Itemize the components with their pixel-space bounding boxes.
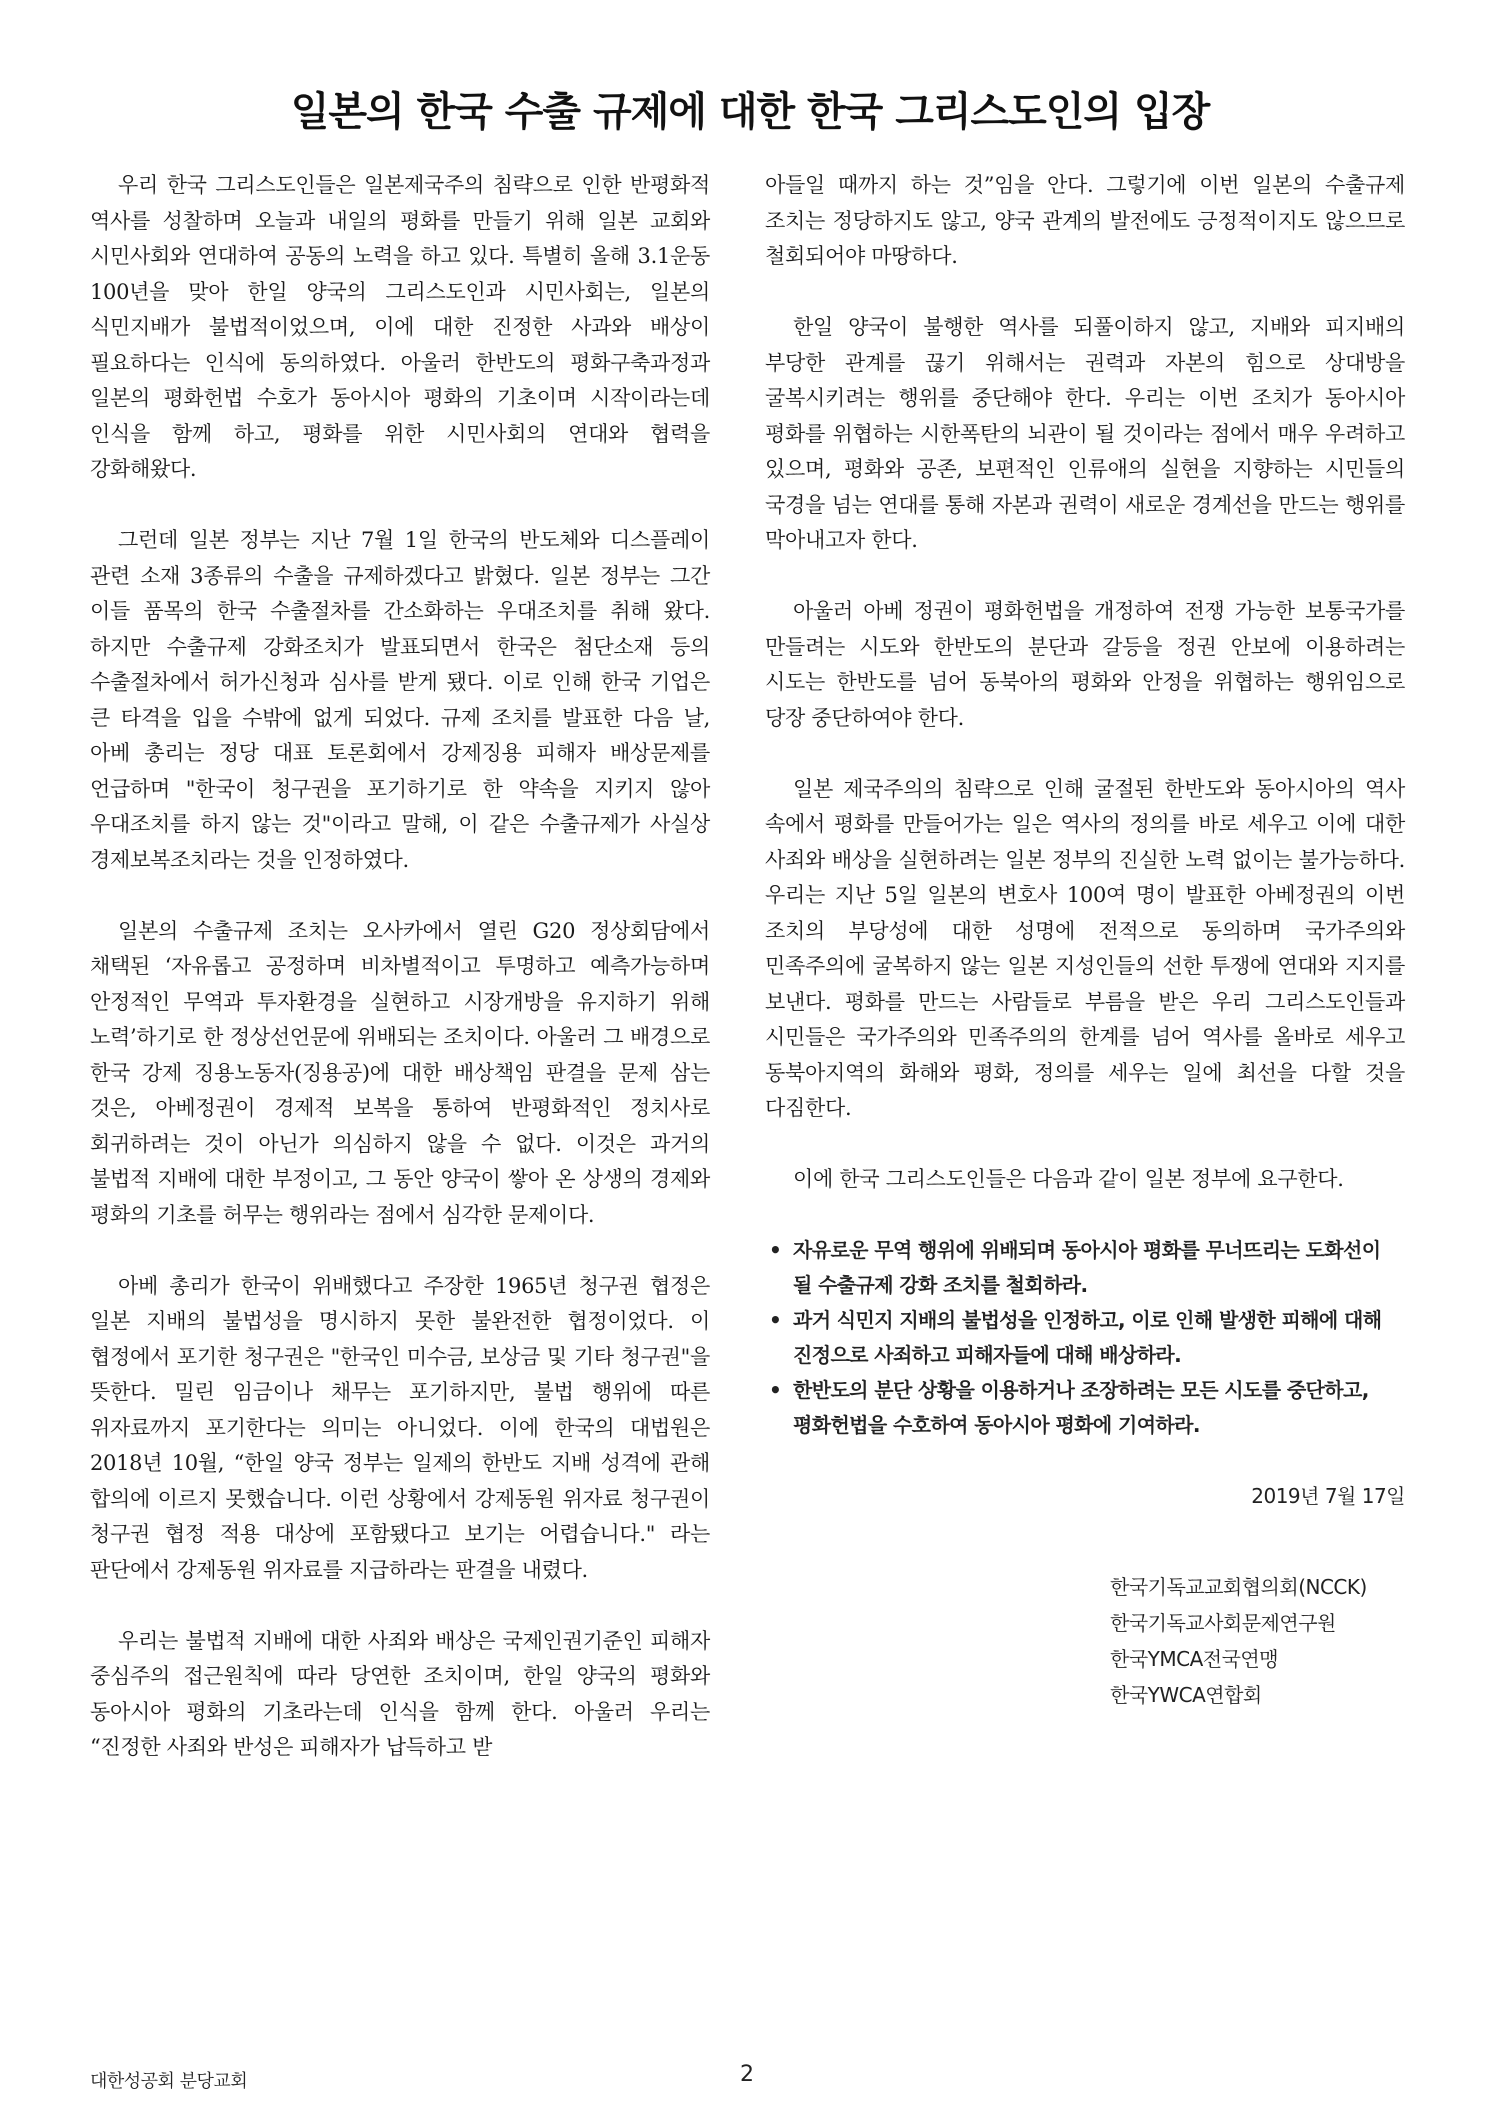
page-number: 2 <box>740 2062 754 2087</box>
bullet-icon: • <box>769 1238 782 1262</box>
statement-date: 2019년 7월 17일 <box>1251 1484 1405 1508</box>
demand-item <box>765 1303 1405 1373</box>
demands-list <box>765 1233 1405 1443</box>
organization-name: 한국기독교사회문제연구원 <box>1110 1611 1336 1635</box>
paragraph-continued: 아들일 때까지 하는 것”임을 안다. 그렇기에 이번 일본의 수출규제 조치는 정당하지도 않고, 양국 관계의 발전에도 긍정적이지도 않으므로 철회되어야 마땅하다. <box>765 173 1405 268</box>
organization-name: 한국YWCA연합회 <box>1110 1683 1262 1707</box>
paragraph: 아베 총리가 한국이 위배했다고 주장한 1965년 청구권 협정은 일본 지배의 불법성을 명시하지 못한 불완전한 협정이었다. 이 협정에서 포기한 청구권은 "한국인 미수금, 보상금 및 기타 청구권"을 뜻한다. 밀린 임금이나 채무는 포기하지만, 불법 행위에 따른 위자료까지 포기한다는 의미는 아니었다. 이에 한국의 대법원은 2018년 10월, “한일 양국 정부는 일제의 한반도 지배 성격에 관해 합의에 이르지 못했습니다. 이런 상황에서 강제동원 위자료 청구권이 청구권 협정 적용 대상에 포함됐다고 보기는 어렵습니다." 라는 판단에서 강제동원 위자료를 지급하라는 판결을 내렸다. <box>90 1273 710 1582</box>
paragraph: 한일 양국이 불행한 역사를 되풀이하지 않고, 지배와 피지배의 부당한 관계를 끊기 위해서는 권력과 자본의 힘으로 상대방을 굴복시키려는 행위를 중단해야 한다. 우리는 이번 조치가 동아시아 평화를 위협하는 시한폭탄의 뇌관이 될 것이라는 점에서 매우 우려하고 있으며, 평화와 공존, 보편적인 인류애의 실현을 지향하는 시민들의 국경을 넘는 연대를 통해 자본과 권력이 새로운 경계선을 만드는 행위를 막아내고자 한다. <box>765 315 1405 552</box>
bullet-icon: • <box>769 1378 782 1402</box>
organization-list <box>765 1569 1405 1713</box>
paragraph: 우리는 불법적 지배에 대한 사죄와 배상은 국제인권기준인 피해자 중심주의 접근원칙에 따라 당연한 조치이며, 한일 양국의 평화와 동아시아 평화의 기초라는데 인식을 함께 한다. 아울러 우리는 “진정한 사죄와 반성은 피해자가 납득하고 받 <box>90 1628 710 1759</box>
paragraph: 이에 한국 그리스도인들은 다음과 같이 일본 정부에 요구한다. <box>793 1167 1344 1191</box>
document-title: 일본의 한국 수출 규제에 대한 한국 그리스도인의 입장 <box>290 89 1210 135</box>
demand-item <box>765 1373 1405 1443</box>
left-column <box>90 168 710 1801</box>
demand-text: 과거 식민지 지배의 불법성을 인정하고, 이로 인해 발생한 피해에 대해 진정으로 사죄하고 피해자들에 대해 배상하라. <box>793 1308 1382 1367</box>
right-column <box>765 168 1405 1713</box>
organization-name: 한국YMCA전국연맹 <box>1110 1647 1279 1671</box>
demand-text: 한반도의 분단 상황을 이용하거나 조장하려는 모든 시도를 중단하고, 평화헌법을 수호하여 동아시아 평화에 기여하라. <box>793 1378 1369 1437</box>
demand-text: 자유로운 무역 행위에 위배되며 동아시아 평화를 무너뜨리는 도화선이 될 수출규제 강화 조치를 철회하라. <box>793 1238 1381 1297</box>
organization-name: 한국기독교교회협의회(NCCK) <box>1110 1575 1367 1599</box>
demand-item <box>765 1233 1405 1303</box>
paragraph: 일본 제국주의의 침략으로 인해 굴절된 한반도와 동아시아의 역사 속에서 평화를 만들어가는 일은 역사의 정의를 바로 세우고 이에 대한 사죄와 배상을 실현하려는 일본 정부의 진실한 노력 없이는 불가능하다. 우리는 지난 5일 일본의 변호사 100여 명이 발표한 아베정권의 이번 조치의 부당성에 대한 성명에 전적으로 동의하며 국가주의와 민족주의에 굴복하지 않는 일본 지성인들의 선한 투쟁에 연대와 지지를 보낸다. 평화를 만드는 사람들로 부름을 받은 우리 그리스도인들과 시민들은 국가주의와 민족주의의 한계를 넘어 역사를 올바로 세우고 동북아지역의 화해와 평화, 정의를 세우는 일에 최선을 다할 것을 다짐한다. <box>765 776 1405 1120</box>
paragraph: 일본의 수출규제 조치는 오사카에서 열린 G20 정상회담에서 채택된 ‘자유롭고 공정하며 비차별적이고 투명하고 예측가능하며 안정적인 무역과 투자환경을 실현하고 시장개방을 유지하기 위해 노력’하기로 한 정상선언문에 위배되는 조치이다. 아울러 그 배경으로 한국 강제 징용노동자(징용공)에 대한 배상책임 판결을 문제 삼는 것은, 아베정권이 경제적 보복을 통하여 반평화적인 정치사로 회귀하려는 것이 아닌가 의심하지 않을 수 없다. 이것은 과거의 불법적 지배에 대한 부정이고, 그 동안 양국이 쌓아 온 상생의 경제와 평화의 기초를 허무는 행위라는 점에서 심각한 문제이다. <box>90 918 710 1227</box>
bullet-icon: • <box>769 1308 782 1332</box>
paragraph: 아울러 아베 정권이 평화헌법을 개정하여 전쟁 가능한 보통국가를 만들려는 시도와 한반도의 분단과 갈등을 정권 안보에 이용하려는 시도는 한반도를 넘어 동북아의 평화와 안정을 위협하는 행위임으로 당장 중단하여야 한다. <box>765 599 1405 730</box>
footer-publisher: 대한성공회 분당교회 <box>90 2071 248 2092</box>
paragraph: 그런데 일본 정부는 지난 7월 1일 한국의 반도체와 디스플레이 관련 소재 3종류의 수출을 규제하겠다고 밝혔다. 일본 정부는 그간 이들 품목의 한국 수출절차를 간소화하는 우대조치를 취해 왔다. 하지만 수출규제 강화조치가 발표되면서 한국은 첨단소재 등의 수출절차에서 허가신청과 심사를 받게 됐다. 이로 인해 한국 기업은 큰 타격을 입을 수밖에 없게 되었다. 규제 조치를 발표한 다음 날, 아베 총리는 정당 대표 토론회에서 강제징용 피해자 배상문제를 언급하며 "한국이 청구권을 포기하기로 한 약속을 지키지 않아 우대조치를 하지 않는 것"이라고 말해, 이 같은 수출규제가 사실상 경제보복조치라는 것을 인정하였다. <box>90 528 710 872</box>
paragraph: 우리 한국 그리스도인들은 일본제국주의 침략으로 인한 반평화적 역사를 성찰하며 오늘과 내일의 평화를 만들기 위해 일본 교회와 시민사회와 연대하여 공동의 노력을 하고 있다. 특별히 올해 3.1운동 100년을 맞아 한일 양국의 그리스도인과 시민사회는, 일본의 식민지배가 불법적이었으며, 이에 대한 진정한 사과와 배상이 필요하다는 인식에 동의하였다. 아울러 한반도의 평화구축과정과 일본의 평화헌법 수호가 동아시아 평화의 기초이며 시작이라는데 인식을 함께 하고, 평화를 위한 시민사회의 연대와 협력을 강화해왔다. <box>90 173 710 481</box>
signature-block <box>765 1479 1405 1713</box>
